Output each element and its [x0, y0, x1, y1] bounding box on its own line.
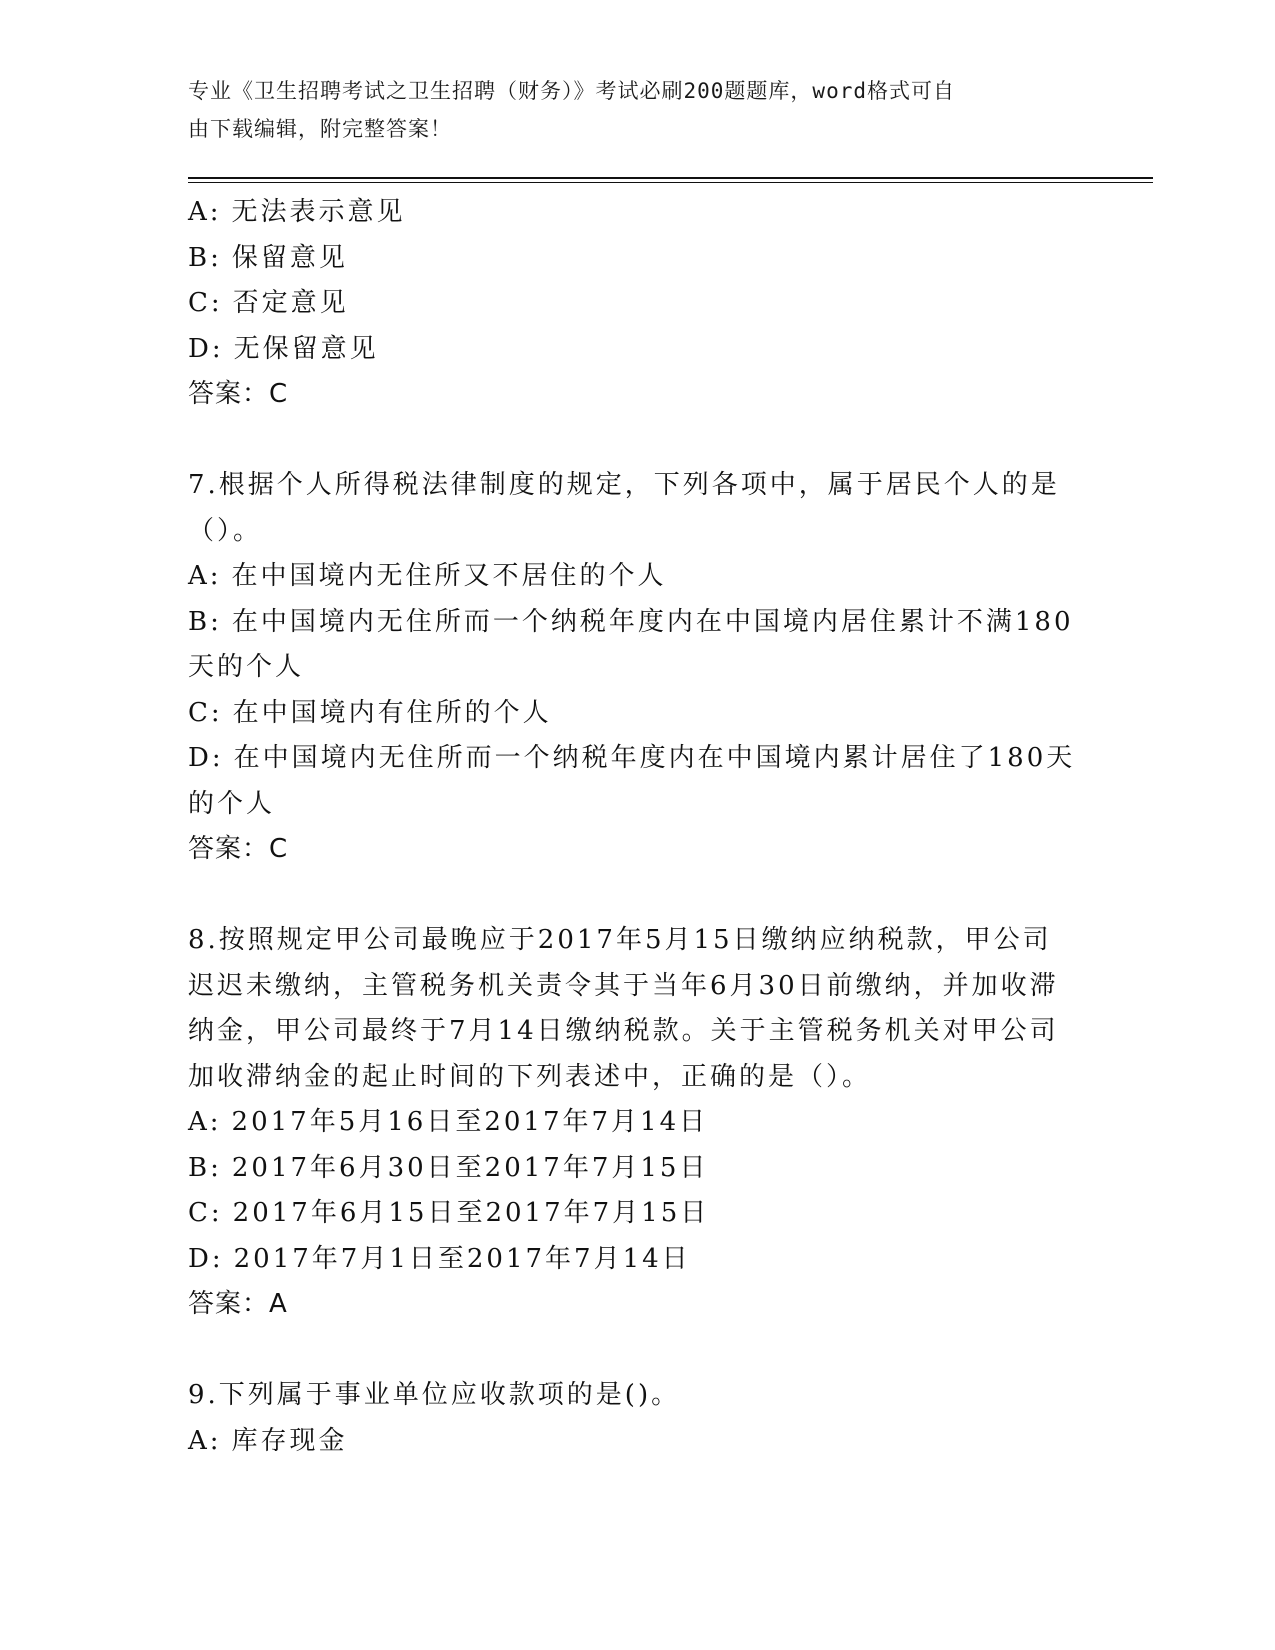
- question-6: [188, 190, 1068, 418]
- option-b: B: 2017年6月30日至2017年7月15日: [188, 1152, 709, 1183]
- answer-line: 答案：A: [188, 1289, 288, 1319]
- question-7: [188, 463, 1076, 873]
- question-stem-cont: 加收滞纳金的起止时间的下列表述中，正确的是（）。: [188, 1061, 872, 1092]
- question-stem-cont: 迟迟未缴纳，主管税务机关责令其于当年6月30日前缴纳，并加收滞: [188, 970, 1059, 1001]
- question-stem-cont: （）。: [188, 515, 263, 546]
- option-d-cont: 的个人: [188, 788, 276, 819]
- question-stem: 8.按照规定甲公司最晚应于2017年5月15日缴纳应纳税款，甲公司: [188, 925, 1052, 955]
- answer-line: 答案：C: [188, 379, 289, 409]
- question-content: [188, 190, 1076, 1464]
- option-d: D: 在中国境内无住所而一个纳税年度内在中国境内累计居住了180天: [188, 743, 1076, 773]
- spacer: [188, 1328, 1068, 1374]
- header-rule-thin: [188, 182, 1153, 183]
- option-c: C: 否定意见: [188, 288, 349, 318]
- option-b: B: 保留意见: [188, 242, 348, 273]
- header-line-2: 由下载编辑，附完整答案！: [188, 117, 452, 141]
- option-a: A: 在中国境内无住所又不居住的个人: [188, 561, 667, 591]
- header-line-1: 专业《卫生招聘考试之卫生招聘（财务）》考试必刷200题题库，word格式可自: [188, 79, 955, 103]
- option-d: D: 无保留意见: [188, 333, 379, 364]
- answer-line: 答案：C: [188, 834, 289, 864]
- option-c: C: 在中国境内有住所的个人: [188, 697, 552, 728]
- spacer: [188, 418, 1068, 464]
- question-stem: 9.下列属于事业单位应收款项的是()。: [188, 1380, 681, 1410]
- document-header: [188, 72, 1068, 148]
- option-a: A: 2017年5月16日至2017年7月14日: [188, 1107, 709, 1137]
- spacer: [188, 873, 1068, 919]
- question-8: [188, 918, 1068, 1328]
- option-b: B: 在中国境内无住所而一个纳税年度内在中国境内居住累计不满180: [188, 606, 1074, 637]
- option-c: C: 2017年6月15日至2017年7月15日: [188, 1198, 710, 1228]
- header-rule-thick: [188, 177, 1153, 179]
- question-stem: 7.根据个人所得税法律制度的规定，下列各项中，属于居民个人的是: [188, 470, 1060, 500]
- option-d: D: 2017年7月1日至2017年7月14日: [188, 1243, 691, 1274]
- question-stem-cont: 纳金，甲公司最终于7月14日缴纳税款。关于主管税务机关对甲公司: [188, 1016, 1059, 1046]
- option-b-cont: 天的个人: [188, 652, 305, 682]
- question-9: [188, 1373, 1068, 1464]
- option-a: A: 无法表示意见: [188, 197, 406, 227]
- option-a: A: 库存现金: [188, 1425, 348, 1456]
